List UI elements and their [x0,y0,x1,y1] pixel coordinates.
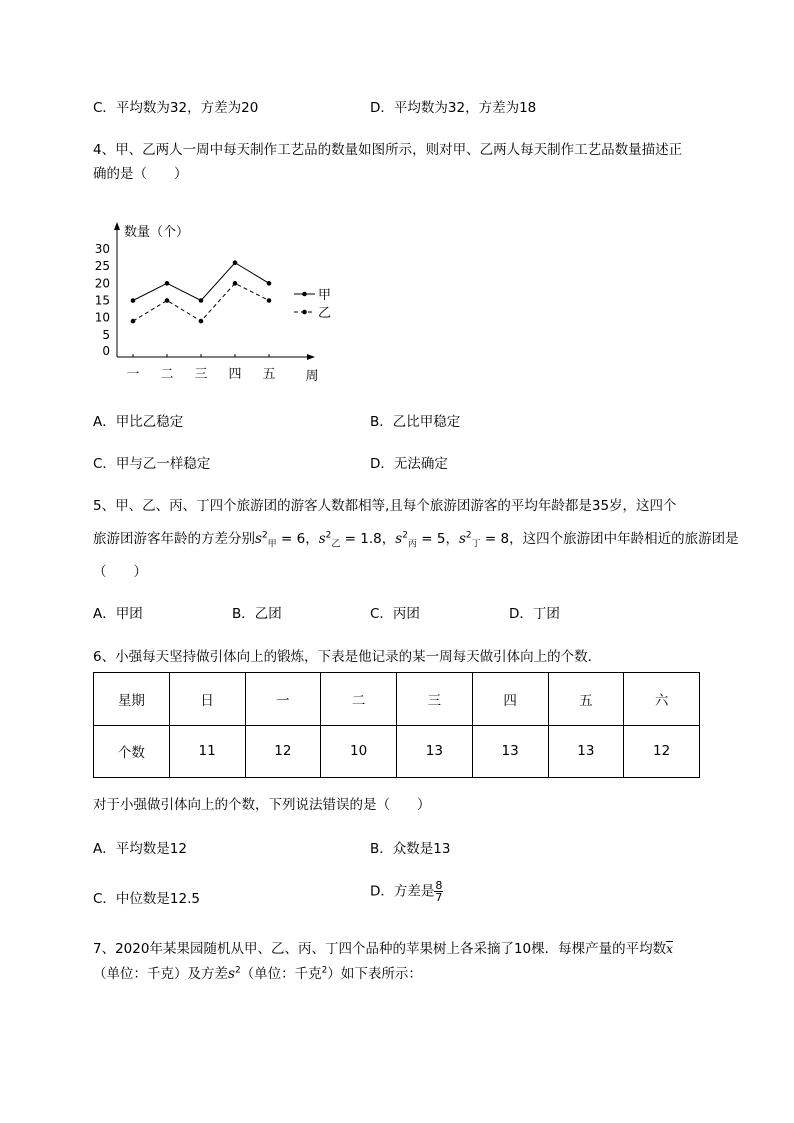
q5-stem-prefix: 旅游团游客年龄的方差分别 [93,531,255,547]
table-cell: 12 [245,725,321,778]
legend-marker [302,310,307,315]
data-point [233,281,238,286]
data-point [267,281,272,286]
q6-question: 对于小强做引体向上的个数，下列说法错误的是（ ） [93,797,431,813]
s-yi-sup: 2 [325,530,332,541]
data-point [199,298,204,303]
q7-stem-a: （单位：千克）及方差 [93,966,228,982]
y-tick-label: 5 [102,327,110,342]
table-cell: 一 [245,673,321,726]
x-tick-label: 二 [160,367,174,382]
table-cell: 三 [397,673,473,726]
unit-sup: 2 [321,965,328,976]
q6-option-a[interactable]: A．平均数是12 [93,841,187,857]
s-bing-sup: 2 [402,530,408,541]
s-jia-sub: 甲 [267,539,277,550]
q3-option-c[interactable]: C．平均数为32，方差为20 [93,100,259,116]
legend-label: 乙 [318,306,332,321]
y-tick-label: 30 [94,242,110,256]
data-point [199,319,204,324]
s-bing-symbol: s [395,531,403,547]
s-ding-symbol: s [458,531,466,547]
s-sup: 2 [234,965,241,976]
table-cell: 10 [321,725,397,778]
y-tick-label: 15 [94,293,110,308]
q4-line-chart [0,0,794,400]
q4-option-c[interactable]: C．甲与乙一样稳定 [93,456,211,472]
x-tick-label: 一 [126,367,140,382]
q5-stem-suffix: ，这四个旅游团中年龄相近的旅游团是 [509,531,739,547]
q3-option-d[interactable]: D．平均数为32，方差为18 [370,100,537,116]
table-row [94,725,700,778]
data-point [131,319,136,324]
q5-option-d[interactable]: D．丁团 [509,606,560,622]
s-ding-sup: 2 [465,530,472,541]
comma: ， [445,531,459,547]
legend-marker [302,292,307,297]
x-tick-label: 五 [262,367,276,382]
q4-stem-line2: 确的是（ ） [93,166,188,182]
x-bar-symbol: $\overline{x}$ [666,942,673,956]
table-cell: 二 [321,673,397,726]
s-jia-value: = 6 [280,531,306,547]
q5-stem-line2 [93,529,739,549]
s-yi-value: = 1.8 [344,531,382,547]
x-axis-label: 周 [305,369,319,384]
table-cell: 个数 [94,725,170,778]
table-cell: 11 [169,725,245,778]
q7-stem-line2 [93,964,422,984]
table-cell: 五 [548,673,624,726]
q7-stem-line1 [93,939,673,959]
q5-stem-line1: 5、甲、乙、丙、丁四个旅游团的游客人数都相等,且每个旅游团游客的平均年龄都是35岁，这四个 [93,498,677,514]
table-cell: 星期 [94,673,170,726]
table-cell: 12 [624,725,700,778]
table-cell: 13 [397,725,473,778]
s-yi-symbol: s [318,531,326,547]
q4-option-d[interactable]: D．无法确定 [370,456,448,472]
s-symbol: s [228,966,235,982]
table-cell: 四 [472,673,548,726]
data-point [131,298,136,303]
data-point [165,281,170,286]
q5-option-c[interactable]: C．丙团 [370,606,420,622]
x-axis-arrow [307,354,315,360]
s-bing-value: = 5 [421,531,446,547]
fraction-denominator: 7 [435,891,443,904]
y-tick-label: 25 [94,259,110,274]
table-cell: 六 [624,673,700,726]
comma: ， [381,531,396,547]
q7-stem-c: ）如下表所示： [327,966,422,982]
table-row [94,673,700,726]
legend-label: 甲 [318,288,332,303]
data-point [267,298,272,303]
q4-option-a[interactable]: A．甲比乙稳定 [93,414,184,430]
q4-stem-line1: 4、甲、乙两人一周中每天制作工艺品的数量如图所示，则对甲、乙两人每天制作工艺品数量描述正 [93,142,683,158]
comma: ， [305,531,319,547]
x-tick-label: 四 [228,367,242,382]
fraction-numerator: 8 [435,879,443,892]
y-tick-label: 0 [102,344,110,358]
y-axis-arrow [114,222,120,230]
y-axis-label: 数量（个） [124,225,190,240]
table-cell: 日 [169,673,245,726]
q6-table [93,672,700,778]
series-line-jia [133,263,269,301]
x-tick-label: 三 [194,367,208,382]
q6-stem: 6、小强每天坚持做引体向上的锻炼，下表是他记录的某一周每天做引体向上的个数． [93,649,602,665]
s-bing-sub: 丙 [407,539,417,550]
q7-stem-text: 7、2020年某果园随机从甲、乙、丙、丁四个品种的苹果树上各采摘了10棵．每棵产量的平均数 [93,941,667,957]
data-point [233,260,238,265]
s-ding-sub: 丁 [471,539,481,550]
q6-option-c[interactable]: C．中位数是12.5 [93,891,200,907]
s-jia-sup: 2 [261,530,268,541]
fraction [434,880,443,903]
q6-option-b[interactable]: B．众数是13 [370,841,451,857]
q6-option-d[interactable] [370,880,443,903]
s-ding-value: = 8 [484,531,510,547]
q4-option-b[interactable]: B．乙比甲稳定 [370,414,461,430]
y-tick-label: 10 [94,310,110,325]
data-point [165,298,170,303]
q5-stem-line3: （ ） [93,564,147,580]
q5-option-a[interactable]: A．甲团 [93,606,143,622]
s-yi-sub: 乙 [331,539,341,550]
table-cell: 13 [548,725,624,778]
q7-stem-b: （单位：千克 [240,966,322,982]
y-tick-label: 20 [94,276,110,291]
q5-option-b[interactable]: B．乙团 [232,606,282,622]
q6-option-d-prefix: D．方差是 [370,883,435,900]
s-jia-symbol: s [255,531,262,547]
table-cell: 13 [472,725,548,778]
